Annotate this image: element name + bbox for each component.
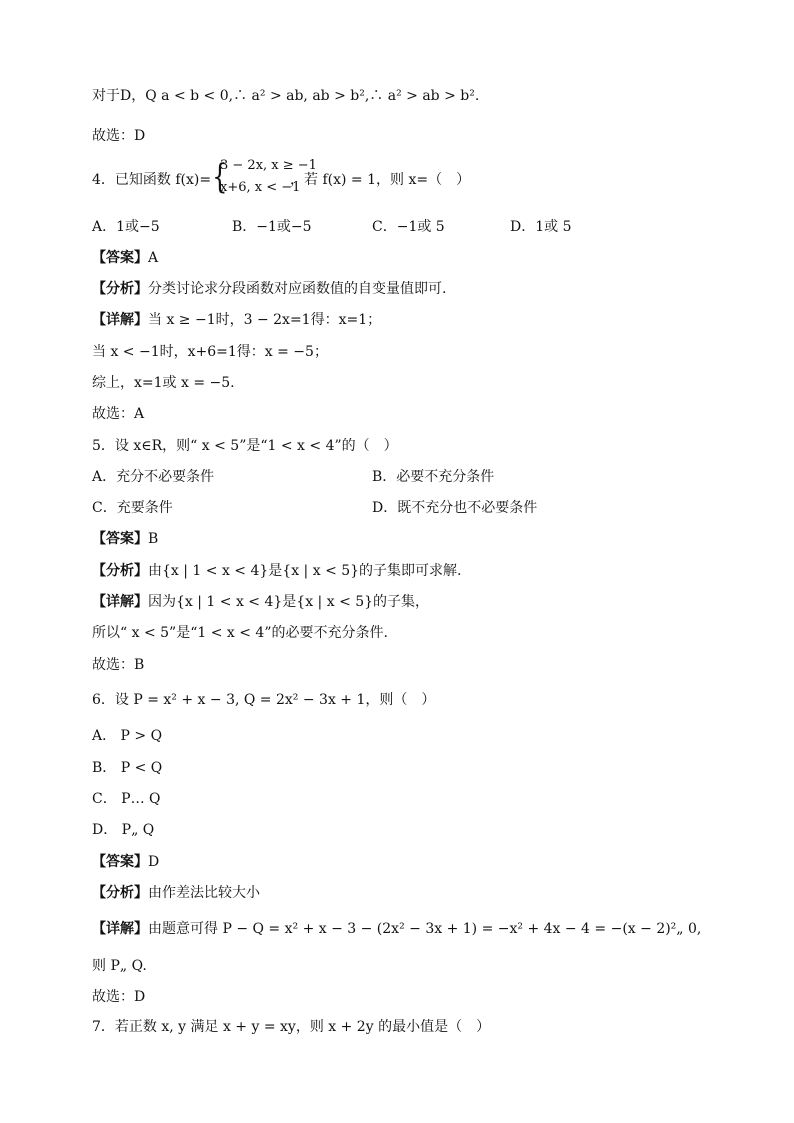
q6-detail-2: 则 P„ Q. — [92, 958, 147, 974]
q6-option-a: A． P > Q — [92, 728, 163, 744]
q4-stem-prefix: 4．已知函数 f(x)= — [92, 172, 212, 188]
q4-analysis — [92, 279, 446, 299]
q4-case-1: 3 − 2x, x ≥ −1 — [220, 158, 317, 173]
q3-option-d-line: 对于D，Q a < b < 0,∴ a² > ab, ab > b²,∴ a² > ab > b². — [92, 88, 480, 104]
q4-stem-suffix: ，若 f(x) = 1，则 x=（ ） — [290, 172, 471, 188]
answer-value: B — [148, 531, 159, 547]
q4-detail-2: 当 x < −1时，x+6=1得：x = −5； — [92, 344, 328, 360]
answer-value: D — [148, 854, 160, 870]
answer-tag: 【答案】 — [92, 854, 148, 870]
q5-option-d: D．既不充分也不必要条件 — [372, 500, 538, 516]
answer-value: A — [148, 250, 159, 266]
q5-option-a: A．充分不必要条件 — [92, 469, 215, 485]
analysis-tag: 【分析】 — [92, 563, 148, 579]
q7-stem: 7．若正数 x, y 满足 x + y = xy，则 x + 2y 的最小值是（ ） — [92, 1019, 491, 1035]
detail-text: 当 x ≥ −1时，3 − 2x=1得：x=1； — [148, 312, 382, 328]
q4-option-c: C．−1或 5 — [372, 219, 445, 235]
analysis-tag: 【分析】 — [92, 281, 148, 297]
q5-detail-1 — [92, 592, 429, 612]
q6-answer — [92, 852, 159, 872]
q4-detail-1 — [92, 310, 381, 330]
detail-text: 由题意可得 P − Q = x² + x − 3 − (2x² − 3x + 1) = −x² + 4x − 4 = −(x − 2)²„ 0, — [148, 921, 702, 937]
q5-select: 故选：B — [92, 657, 145, 673]
detail-text: 因为{x | 1 < x < 4}是{x | x < 5}的子集， — [148, 594, 430, 610]
analysis-text: 分类讨论求分段函数对应函数值的自变量值即可. — [148, 281, 447, 297]
detail-tag: 【详解】 — [92, 312, 148, 328]
analysis-text: 由{x | 1 < x < 4}是{x | x < 5}的子集即可求解. — [148, 563, 462, 579]
q5-option-b: B．必要不充分条件 — [372, 469, 495, 485]
q6-option-d: D． P„ Q — [92, 822, 155, 838]
q6-option-c: C． P… Q — [92, 791, 161, 807]
detail-tag: 【详解】 — [92, 921, 148, 937]
q5-analysis — [92, 561, 462, 581]
q4-option-d: D．1或 5 — [510, 219, 572, 235]
piecewise-brace: { — [212, 157, 228, 197]
q4-option-b: B．−1或−5 — [232, 219, 312, 235]
analysis-text: 由作差法比较大小 — [148, 885, 260, 901]
q6-select: 故选：D — [92, 989, 146, 1005]
q5-detail-2: 所以“ x < 5”是“1 < x < 4”的必要不充分条件. — [92, 625, 388, 641]
q6-detail-1 — [92, 919, 701, 939]
q6-option-b: B． P < Q — [92, 760, 163, 776]
q4-option-a: A．1或−5 — [92, 219, 160, 235]
q4-answer — [92, 248, 158, 268]
answer-tag: 【答案】 — [92, 250, 148, 266]
q6-stem: 6．设 P = x² + x − 3, Q = 2x² − 3x + 1，则（ ） — [92, 692, 436, 708]
q5-option-c: C．充要条件 — [92, 500, 173, 516]
detail-tag: 【详解】 — [92, 594, 148, 610]
q6-analysis — [92, 883, 260, 903]
q5-answer — [92, 529, 158, 549]
q3-select: 故选：D — [92, 128, 146, 144]
q4-case-2: x+6, x < −1 — [220, 180, 301, 195]
q4-detail-3: 综上，x=1或 x = −5. — [92, 375, 235, 391]
q4-select: 故选：A — [92, 406, 145, 422]
answer-tag: 【答案】 — [92, 531, 148, 547]
analysis-tag: 【分析】 — [92, 885, 148, 901]
q5-stem: 5．设 x∈R，则“ x < 5”是“1 < x < 4”的（ ） — [92, 438, 398, 454]
